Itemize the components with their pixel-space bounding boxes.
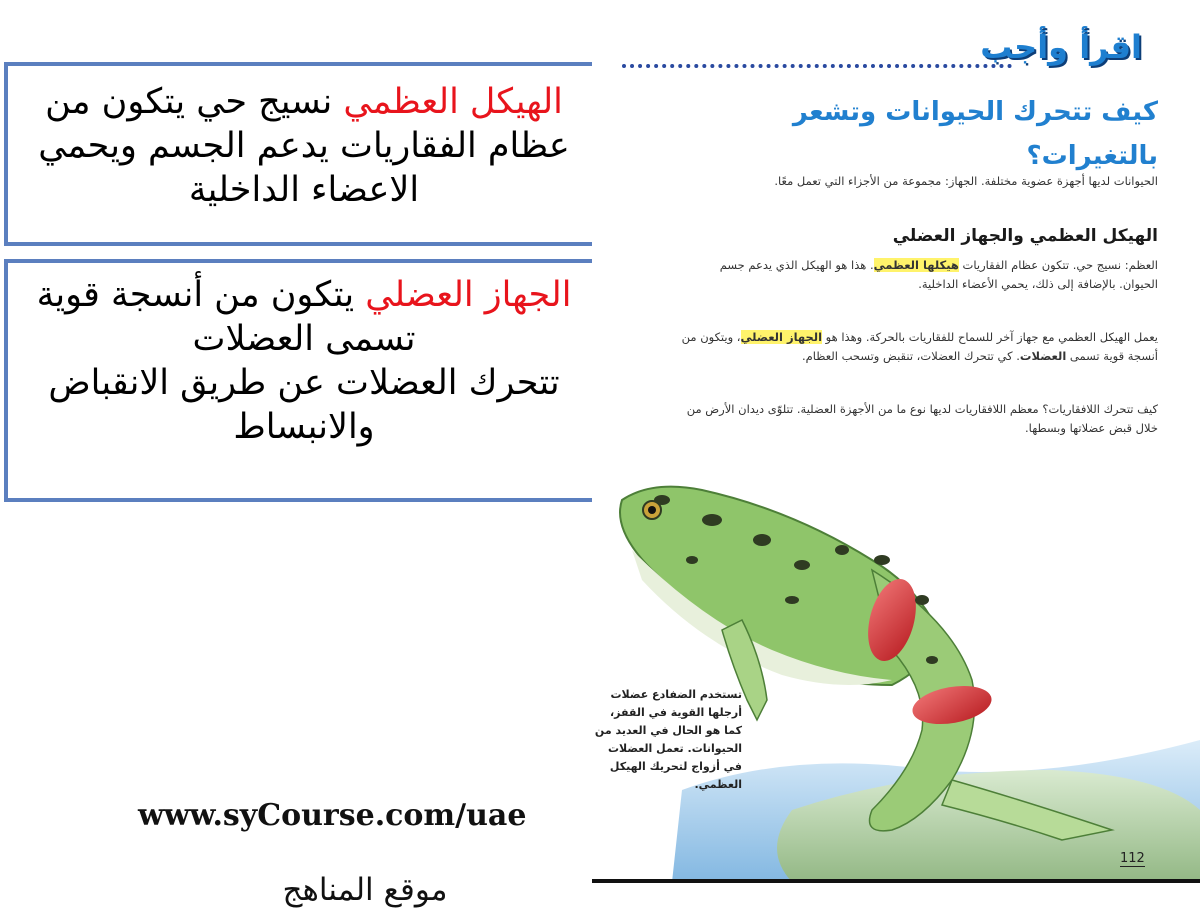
muscle-term: الجهاز العضلي — [365, 275, 572, 315]
skeleton-term: الهيكل العظمي — [343, 82, 563, 122]
frog-caption: تستخدم الضفادع عضلات أرجلها القوية في القفز، كما هو الحال في العديد من الحيوانات. تعمل العضلات في أزواج لتحريك الهيكل العظمي. — [594, 688, 742, 791]
lesson-question-line-1: كيف تتحرك الحيوانات وتشعر — [792, 97, 1158, 127]
page-bottom-rule — [592, 879, 1200, 883]
header-dotted-line — [622, 64, 1012, 68]
muscle-text-end: . كي تتحرك العضلات، تنقبض وتسحب العظام. — [801, 349, 1020, 363]
muscle-system-highlight: الجهاز العضلي — [740, 330, 823, 344]
section-header — [612, 28, 1172, 72]
site-name: موقع المناهج — [282, 872, 448, 908]
bone-text-start: العظم: نسيج حي. تتكون عظام الفقاريات — [958, 258, 1158, 272]
lesson-question — [638, 90, 1158, 178]
bone-text-end: . هذا هو الهيكل الذي يدعم جسم الحيوان. بالإضافة إلى ذلك، يحمي الأعضاء الداخلية. — [719, 258, 1158, 291]
section-header-title: اقرأ وأجب — [980, 28, 1142, 66]
skeleton-definition-box — [4, 62, 604, 246]
intro-paragraph: الحيوانات لديها أجهزة عضوية مختلفة. الجهاز: مجموعة من الأجزاء التي تعمل معًا. — [774, 174, 1158, 188]
textbook-page — [592, 0, 1200, 900]
muscle-definition: يتكون من أنسجة قوية تسمى العضلات — [36, 275, 416, 359]
website-url: www.syCourse.com/uae — [138, 798, 527, 833]
skeleton-muscle-subheading: الهيكل العظمي والجهاز العضلي — [892, 226, 1158, 246]
muscle-paragraph — [678, 328, 1158, 366]
muscle-text-start: يعمل الهيكل العظمي مع جهاز آخر للسماح للفقاريات بالحركة. وهذا هو — [822, 330, 1158, 344]
skeleton-definition: نسيج حي يتكون من عظام الفقاريات يدعم الجسم ويحمي الاعضاء الداخلية — [38, 82, 570, 210]
invertebrates-paragraph: كيف تتحرك اللافقاريات؟ معظم اللافقاريات لديها نوع ما من الأجهزة العضلية. تتلوّى ديدان الأرض من خلال قبض عضلاتها وبسطها. — [686, 402, 1158, 435]
muscles-bold-term: العضلات — [1019, 349, 1067, 363]
muscle-text-mid: ، ويتكون من أنسجة قوية تسمى — [681, 330, 1158, 363]
lesson-question-line-2: بالتغيرات؟ — [1026, 141, 1158, 171]
frog-illustration — [592, 470, 1200, 882]
page-number: 112 — [1120, 851, 1145, 866]
skeleton-highlight: هيكلها العظمي — [873, 258, 959, 272]
muscle-definition-box — [4, 259, 604, 502]
muscle-movement-text: تتحرك العضلات عن طريق الانقباض والانبساط — [48, 363, 560, 447]
bone-paragraph — [678, 256, 1158, 294]
